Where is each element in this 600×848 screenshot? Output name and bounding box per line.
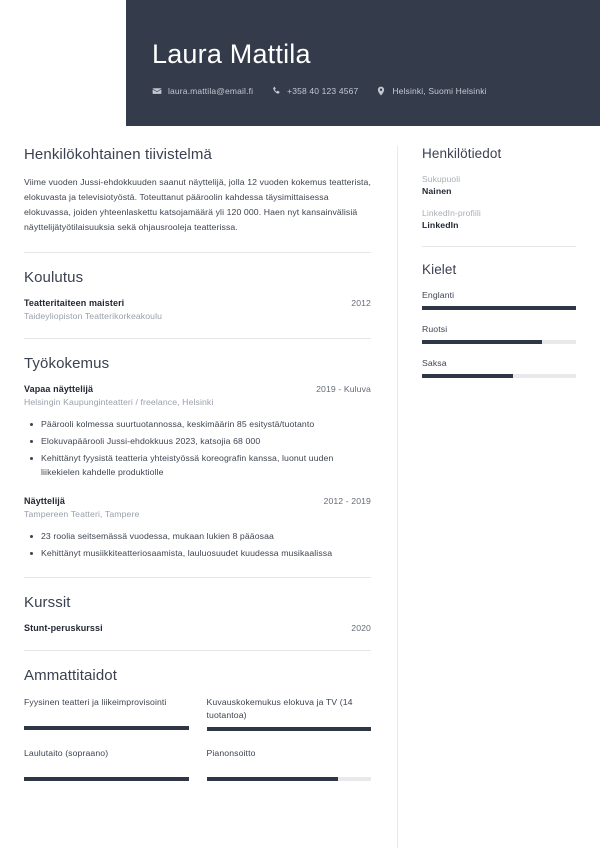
course-name: Stunt-peruskurssi xyxy=(24,623,103,634)
language-bar-track xyxy=(422,374,576,378)
list-item: Kehittänyt fyysistä teatteria yhteistyössä koreografin kanssa, luonut uuden liikekielen kahdelle produktiolle xyxy=(24,451,371,479)
contact-location[interactable] xyxy=(376,86,486,96)
language-bar-fill xyxy=(422,306,576,310)
list-item: Kehittänyt musiikkiteatteriosaamista, lauluosuudet kuudessa musikaalissa xyxy=(24,546,371,560)
education-heading: Koulutus xyxy=(24,268,84,286)
contact-phone-text: +358 40 123 4567 xyxy=(287,85,359,96)
language-bar-fill xyxy=(422,374,513,378)
main-column xyxy=(0,146,397,848)
section-skills xyxy=(24,667,371,780)
experience-role: Vapaa näyttelijä xyxy=(24,383,94,394)
education-entry xyxy=(24,298,371,321)
skill-item xyxy=(207,696,372,730)
contact-email-text: laura.mattila@email.fi xyxy=(168,85,254,96)
experience-entry xyxy=(24,496,371,560)
skill-bar-fill xyxy=(207,727,372,731)
section-personal-info xyxy=(422,146,576,230)
info-label: Sukupuoli xyxy=(422,174,461,184)
personal-info-heading: Henkilötiedot xyxy=(422,146,502,161)
page-title: Laura Mattila xyxy=(152,39,311,69)
experience-role: Näyttelijä xyxy=(24,496,66,507)
skill-bar-track xyxy=(24,777,189,781)
skill-bar-fill xyxy=(24,726,189,730)
contact-location-text: Helsinki, Suomi Helsinki xyxy=(392,85,487,96)
education-school: Taideyliopiston Teatterikorkeakoulu xyxy=(24,310,163,321)
language-item xyxy=(422,324,576,344)
experience-bullets xyxy=(24,529,371,560)
language-bar-fill xyxy=(422,340,542,344)
skills-grid xyxy=(24,696,371,780)
skill-bar-track xyxy=(24,726,189,730)
sidebar xyxy=(397,146,600,848)
skill-item xyxy=(24,696,189,730)
education-degree: Teatteritaiteen maisteri xyxy=(24,297,125,308)
resume-body xyxy=(0,126,600,848)
summary-text: Viime vuoden Jussi-ehdokkuuden saanut näyttelijä, jolla 12 vuoden kokemus teatterista, elokuvasta ja televisiotyöstä. Toteuttanut pääroolin kahdessa täysimittaisessa elokuvassa, joiden yhteenlaskettu katsojamäärä yli 120 000. Haen nyt kansainvälisiä näyttelijätyötilaisuuksia sekä ohjausrooleja teatterissa. xyxy=(24,177,371,232)
divider xyxy=(24,338,371,339)
envelope-icon xyxy=(152,86,162,96)
list-item: Päärooli kolmessa suurtuotannossa, keskimäärin 85 esitystä/tuotanto xyxy=(24,417,371,431)
course-date: 2020 xyxy=(351,623,371,634)
list-item: 23 roolia seitsemässä vuodessa, mukaan lukien 8 pääosaa xyxy=(24,529,371,543)
list-item: Elokuvapäärooli Jussi-ehdokkuus 2023, katsojia 68 000 xyxy=(24,434,371,448)
skill-label: Pianonsoitto xyxy=(206,747,256,758)
info-value[interactable]: LinkedIn xyxy=(422,220,459,230)
languages-heading: Kielet xyxy=(422,262,457,277)
divider xyxy=(24,252,371,253)
experience-employer: Tampereen Teatteri, Tampere xyxy=(24,509,140,520)
info-value: Nainen xyxy=(422,186,452,196)
section-education xyxy=(24,269,371,321)
skills-heading: Ammattitaidot xyxy=(24,667,117,685)
course-entry-head xyxy=(24,623,371,633)
experience-date: 2012 - 2019 xyxy=(323,496,371,507)
map-pin-icon xyxy=(376,86,386,96)
skill-bar-fill xyxy=(24,777,189,781)
contact-email[interactable] xyxy=(152,86,253,96)
language-item xyxy=(422,358,576,378)
education-date: 2012 xyxy=(351,297,371,308)
language-name: Englanti xyxy=(422,290,455,300)
skill-bar-fill xyxy=(207,777,339,781)
skill-bar-track xyxy=(207,777,372,781)
section-languages xyxy=(422,262,576,378)
divider xyxy=(24,577,371,578)
spacer xyxy=(24,482,371,496)
course-entry xyxy=(24,623,371,633)
section-experience xyxy=(24,355,371,561)
summary-heading: Henkilökohtainen tiivistelmä xyxy=(24,146,212,163)
experience-entry-head xyxy=(24,384,371,394)
experience-date: 2019 - Kuluva xyxy=(316,383,371,394)
section-courses xyxy=(24,594,371,633)
experience-heading: Työkokemus xyxy=(24,354,110,372)
experience-entry xyxy=(24,384,371,479)
skill-label: Laulutaito (sopraano) xyxy=(24,747,109,758)
experience-entry-head xyxy=(24,496,371,506)
section-summary xyxy=(24,146,371,235)
language-bar-track xyxy=(422,340,576,344)
education-entry-head xyxy=(24,298,371,308)
divider xyxy=(422,246,576,247)
skill-item xyxy=(207,747,372,781)
info-label: LinkedIn-profiili xyxy=(422,208,481,218)
skill-label: Fyysinen teatteri ja liikeimprovisointi xyxy=(24,697,167,708)
courses-heading: Kurssit xyxy=(24,594,71,612)
skill-bar-track xyxy=(207,727,372,731)
info-item-gender xyxy=(422,174,576,196)
language-bar-track xyxy=(422,306,576,310)
header-banner xyxy=(126,0,600,126)
contact-phone[interactable] xyxy=(271,86,358,96)
phone-icon xyxy=(271,86,281,96)
divider xyxy=(24,650,371,651)
language-name: Saksa xyxy=(422,358,447,368)
contact-row xyxy=(152,86,600,96)
language-item xyxy=(422,290,576,310)
info-item-linkedin[interactable] xyxy=(422,208,576,230)
skill-item xyxy=(24,747,189,781)
language-name: Ruotsi xyxy=(422,324,448,334)
experience-bullets xyxy=(24,417,371,479)
experience-employer: Helsingin Kaupunginteatteri / freelance, Helsinki xyxy=(24,396,214,407)
skill-label: Kuvauskokemukus elokuva ja TV (14 tuotantoa) xyxy=(206,697,353,721)
